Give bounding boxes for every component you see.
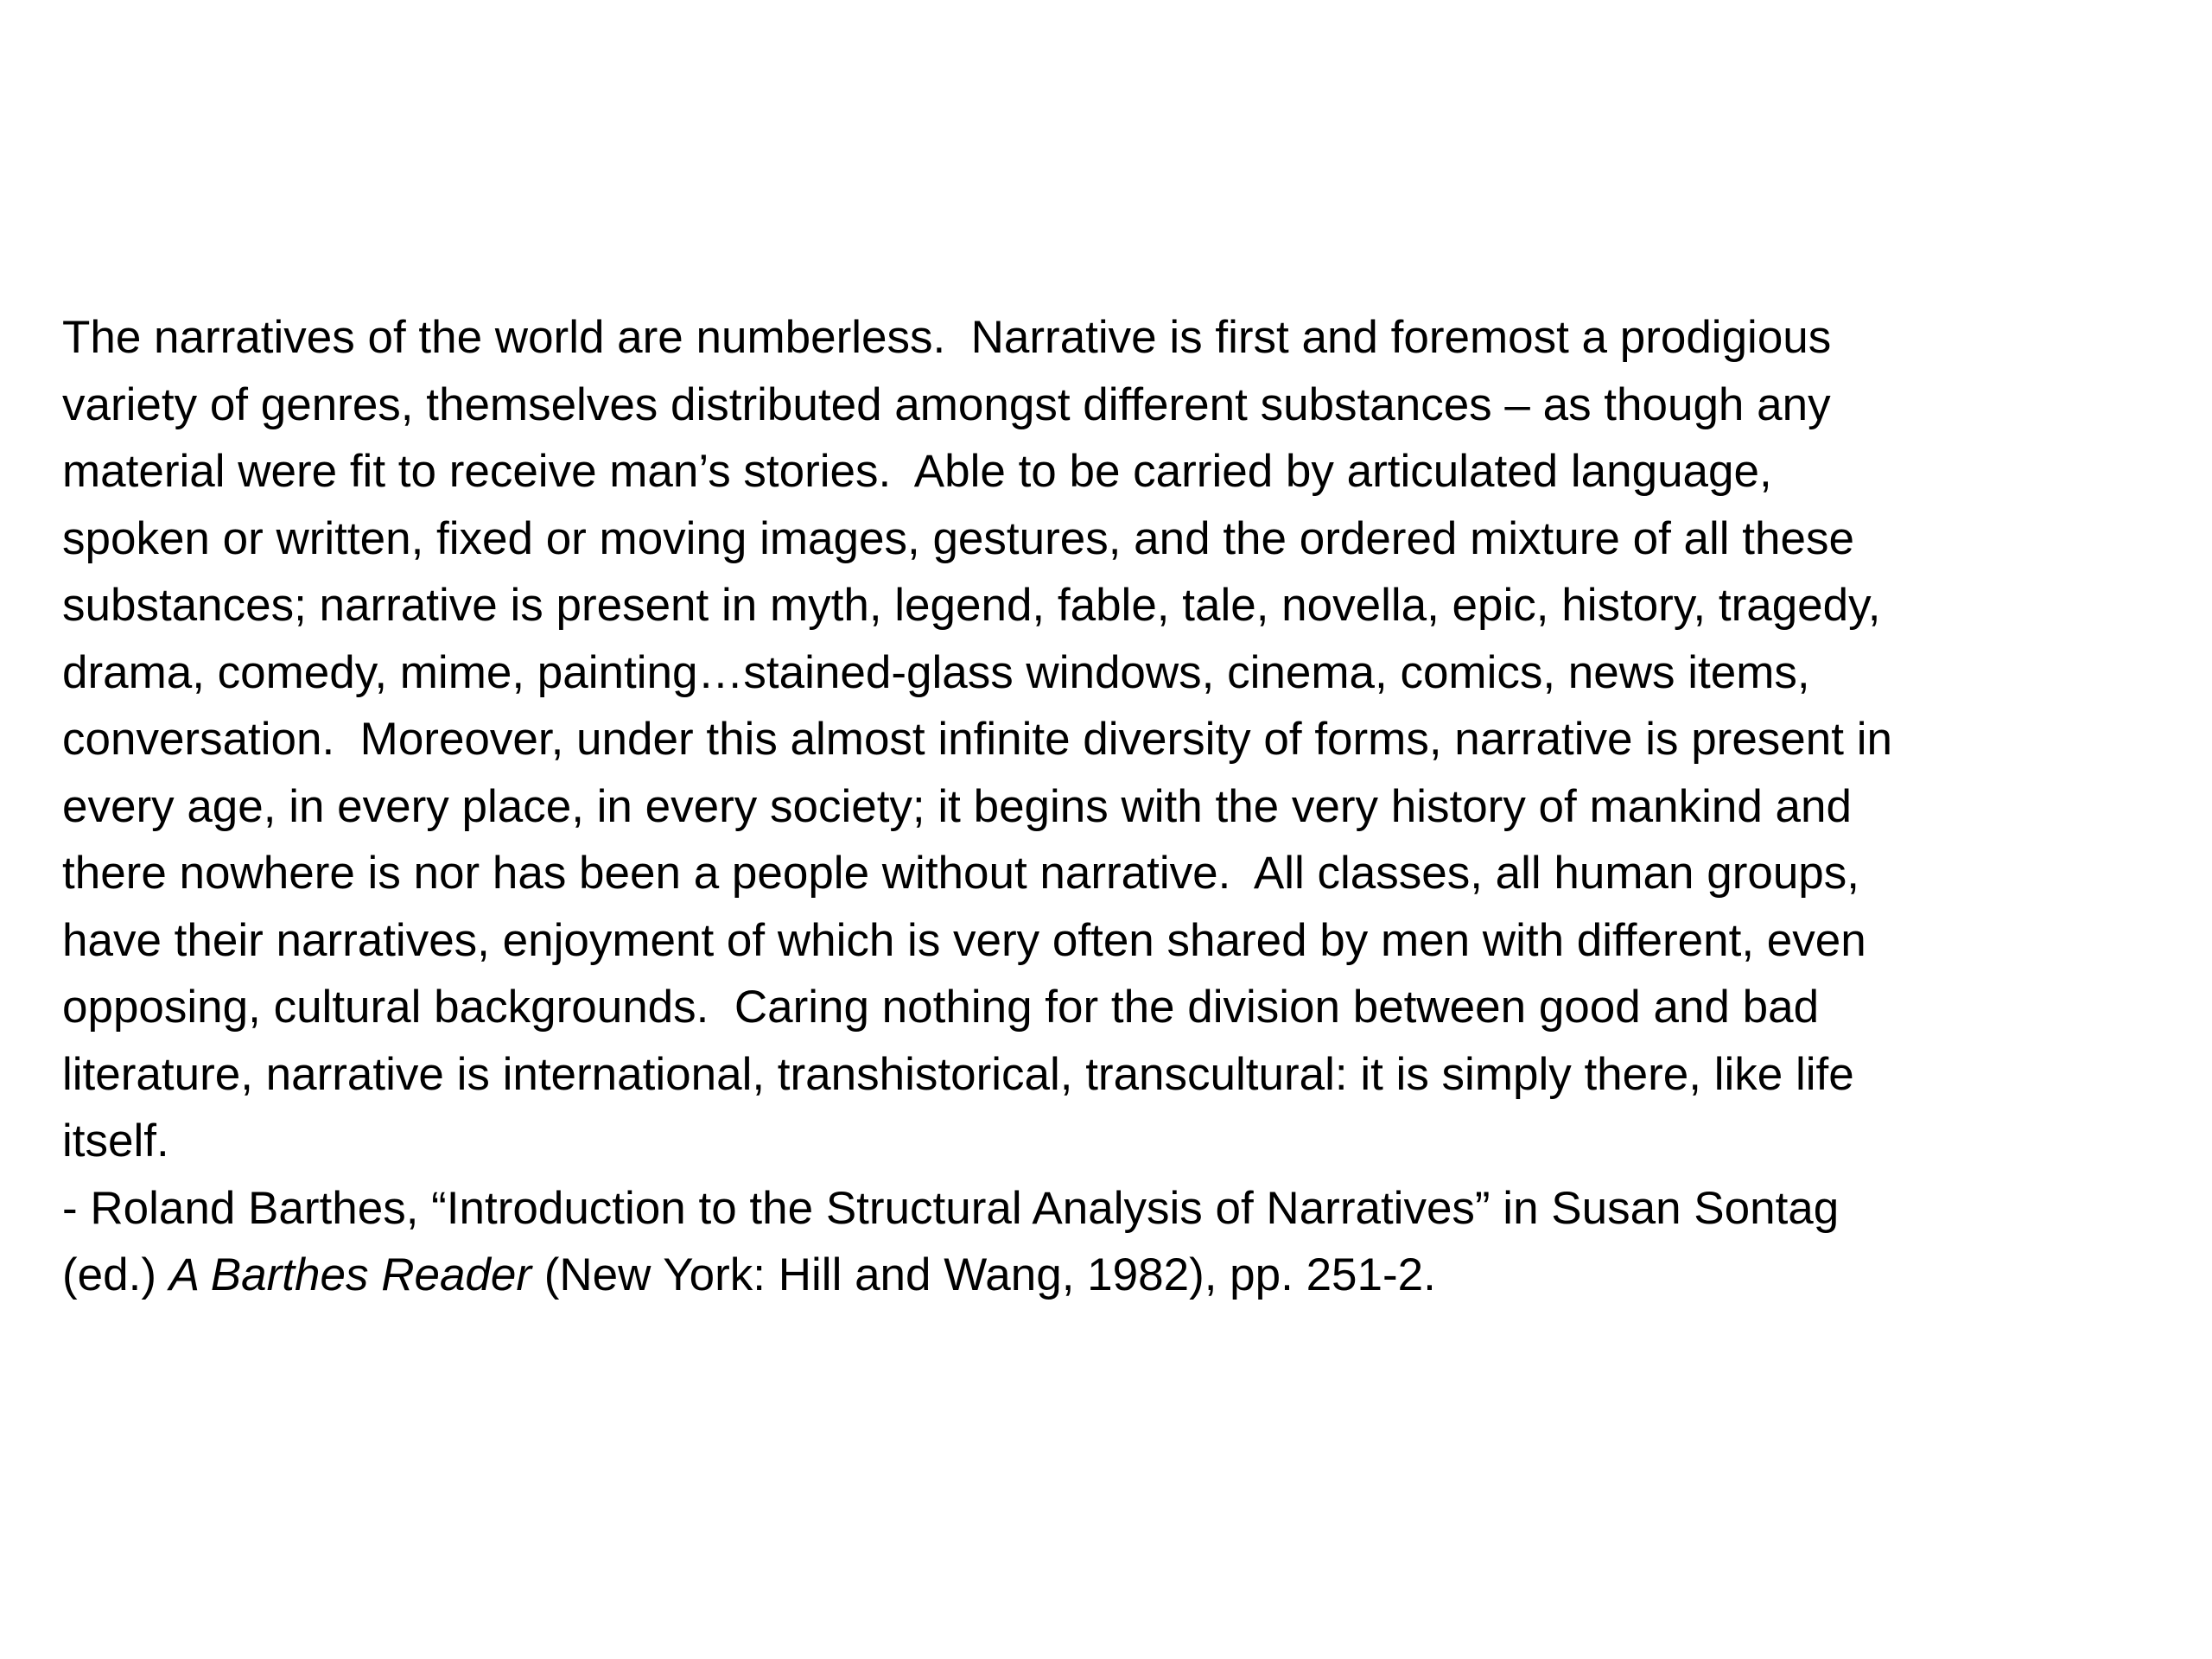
quote-line: literature, narrative is international, transhistorical, transcultural: it is simply there, like life — [62, 1048, 1854, 1100]
quote-line: have their narratives, enjoyment of which is very often shared by men with different, even — [62, 914, 1866, 966]
quote-line: itself. — [62, 1116, 169, 1166]
quote-line: drama, comedy, mime, painting…stained-glass windows, cinema, comics, news items, — [62, 646, 1810, 698]
quote-line: every age, in every place, in every society; it begins with the very history of mankind and — [62, 780, 1852, 832]
quote-line: material were fit to receive man’s stories. Able to be carried by articulated language, — [62, 446, 1772, 497]
citation-line — [62, 1242, 2167, 1309]
quote-line: spoken or written, fixed or moving images, gestures, and the ordered mixture of all these — [62, 512, 1854, 564]
quote-line: opposing, cultural backgrounds. Caring nothing for the division between good and bad — [62, 982, 1820, 1033]
quote-line: there nowhere is nor has been a people without narrative. All classes, all human groups, — [62, 848, 1859, 899]
quote-block — [62, 304, 2167, 1309]
quote-line: variety of genres, themselves distributed amongst different substances – as though any — [62, 378, 1831, 430]
quote-line: conversation. Moreover, under this almost infinite diversity of forms, narrative is present in — [62, 714, 1892, 765]
book-title: A Barthes Reader — [168, 1249, 532, 1300]
citation-suffix: (New York: Hill and Wang, 1982), pp. 251-2. — [531, 1249, 1436, 1300]
citation-prefix: (ed.) — [62, 1249, 169, 1300]
quote-line: substances; narrative is present in myth, legend, fable, tale, novella, epic, history, tragedy, — [62, 580, 1881, 631]
citation-line: - Roland Barthes, “Introduction to the Structural Analysis of Narratives” in Susan Sontag — [62, 1182, 1840, 1234]
quote-line: The narratives of the world are numberless. Narrative is first and foremost a prodigious — [62, 312, 1832, 363]
